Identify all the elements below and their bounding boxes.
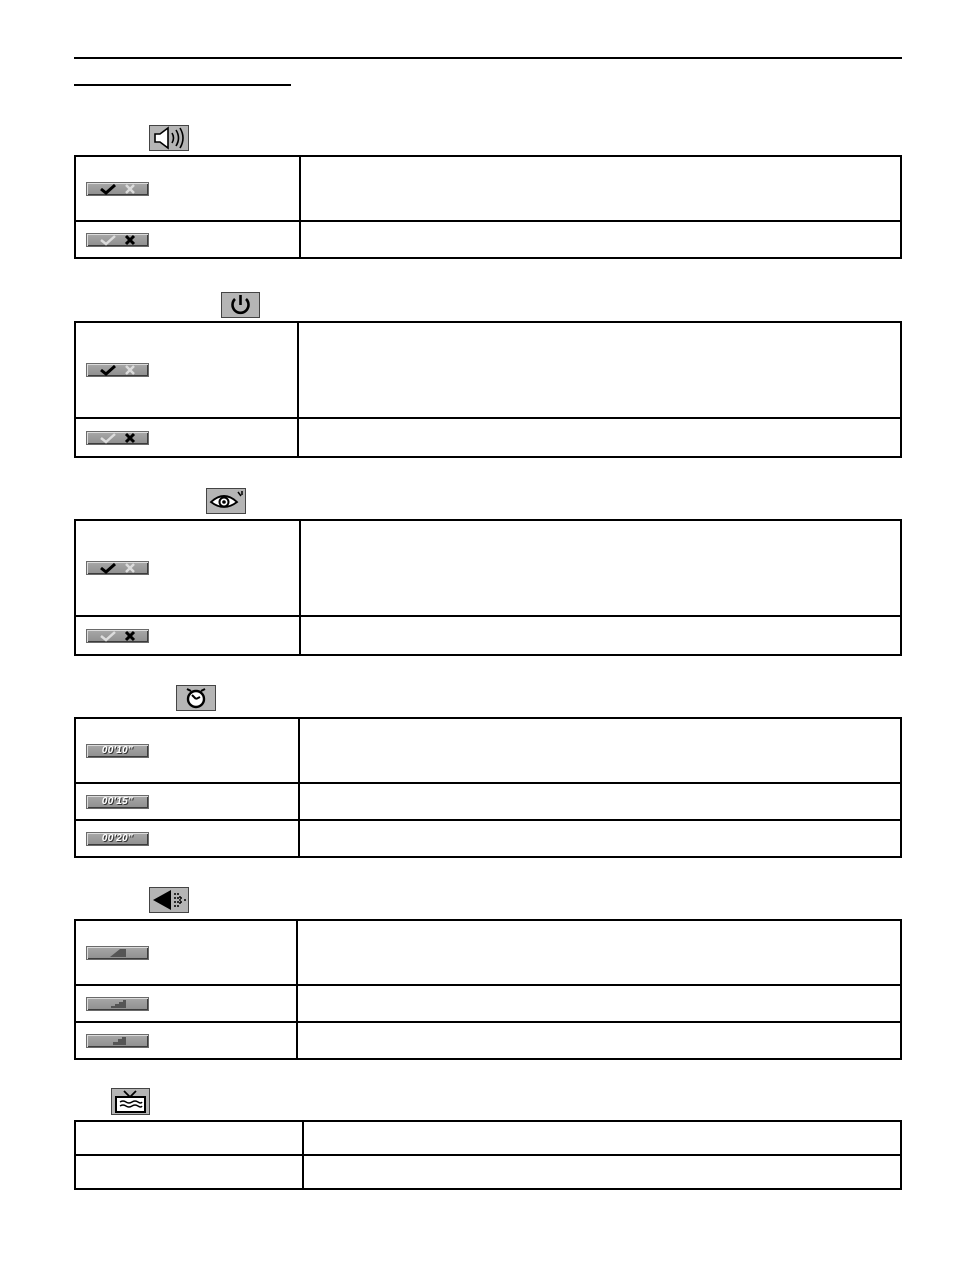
description-cell [300,221,901,258]
cross-icon [123,562,137,574]
description-cell [298,418,901,457]
table-row [75,1121,901,1155]
table-row [75,520,901,616]
level-low-button[interactable] [86,946,149,960]
cross-selected-button[interactable] [86,233,149,247]
table-row [75,1022,901,1059]
eye-icon [206,488,246,514]
timer-options-table [74,717,902,858]
table-row [75,783,901,820]
description-cell [303,1155,901,1189]
option-cell [75,1121,303,1155]
level-mid-button[interactable] [86,997,149,1011]
description-cell [300,156,901,221]
description-cell [297,1022,901,1059]
tv-icon [111,1088,150,1115]
speaker-icon [149,125,189,151]
timer-icon [176,685,216,711]
check-selected-button[interactable] [86,561,149,575]
check-icon [99,364,117,376]
table-row [75,985,901,1022]
level-low-icon [108,948,128,958]
level-high-button[interactable] [86,1034,149,1048]
cross-icon [123,234,137,246]
description-cell [299,783,901,820]
volume-icon [149,887,189,913]
title-underline [74,84,291,86]
cross-selected-button[interactable] [86,629,149,643]
tv-options-table [74,1120,902,1190]
power-options-table [74,321,902,458]
eye-options-table [74,519,902,656]
check-icon [99,234,117,246]
table-row [75,920,901,985]
timer-label: 00'10" [101,745,134,756]
cross-icon [123,630,137,642]
volume-options-table [74,919,902,1060]
timer-15-button[interactable] [86,795,149,809]
level-mid-icon [108,999,128,1009]
top-rule [74,57,902,59]
table-row [75,820,901,857]
description-cell [298,322,901,418]
check-icon [99,183,117,195]
check-selected-button[interactable] [86,182,149,196]
description-cell [300,616,901,655]
description-cell [299,820,901,857]
timer-label: 00'15" [101,796,134,807]
table-row [75,221,901,258]
table-row [75,616,901,655]
cross-icon [123,364,137,376]
cross-icon [123,183,137,195]
option-cell [75,1155,303,1189]
cross-icon [123,432,137,444]
speaker-options-table [74,155,902,259]
timer-10-button[interactable] [86,744,149,758]
description-cell [297,985,901,1022]
check-icon [99,432,117,444]
description-cell [299,718,901,783]
check-selected-button[interactable] [86,363,149,377]
table-row [75,156,901,221]
description-cell [303,1121,901,1155]
check-icon [99,562,117,574]
table-row [75,718,901,783]
check-icon [99,630,117,642]
cross-selected-button[interactable] [86,431,149,445]
table-row [75,1155,901,1189]
table-row [75,322,901,418]
timer-20-button[interactable] [86,832,149,846]
description-cell [300,520,901,616]
description-cell [297,920,901,985]
level-high-icon [108,1036,128,1046]
power-icon [221,292,260,318]
timer-label: 00'20" [101,833,134,844]
table-row [75,418,901,457]
